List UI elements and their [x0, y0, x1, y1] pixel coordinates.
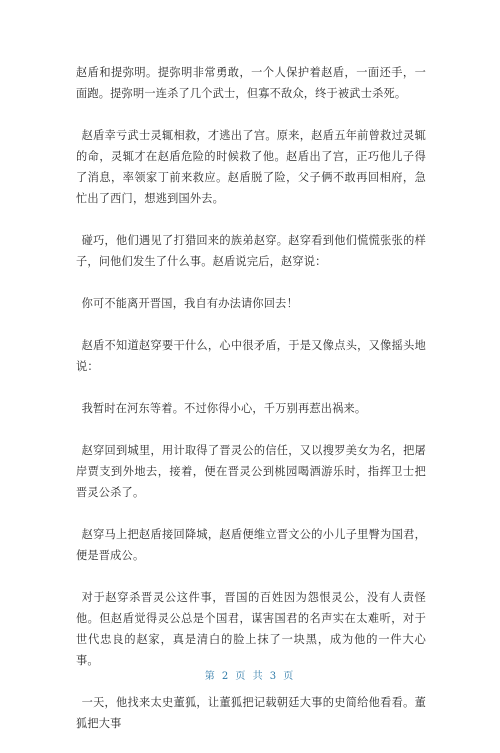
- paragraph-10: 一天，他找来太史董狐，让董狐把记载朝廷大事的史简给他看看。董狐把大事: [76, 696, 426, 730]
- paragraph-1: 赵盾和提弥明。提弥明非常勇敢，一个人保护着赵盾，一面还手，一面跑。提弥明一连杀了几个武士，但寡不敌众，终于被武士杀死。: [76, 66, 426, 100]
- paragraph-9: 对于赵穿杀晋灵公这件事，晋国的百姓因为怨恨灵公，没有人责怪他。但赵盾觉得灵公总是个国君，谋害国君的名声实在太难听，对于世代忠良的赵家，真是清白的脸上抹了一块黑，成为他的一件大心事。: [76, 591, 426, 667]
- paragraph-6: 我暂时在河东等着。不过你得小心，千万别再惹出祸来。: [81, 402, 367, 415]
- paragraph-2: 赵盾幸亏武士灵辄相救，才逃出了宫。原来，赵盾五年前曾救过灵辄的命，灵辄才在赵盾危险的时候救了他。赵盾出了宫，正巧他儿子得了消息，率领家丁前来救应。赵盾脱了险，父子俩不敢再回相府，急忙出了西门，想逃到国外去。: [76, 129, 426, 205]
- paragraph-5: 赵盾不知道赵穿要干什么，心中很矛盾，于是又像点头，又像摇头地说：: [76, 339, 426, 373]
- paragraph-8: 赵穿马上把赵盾接回降城，赵盾便维立晋文公的小儿子里臀为国君，便是晋成公。: [76, 528, 426, 562]
- paragraph-4: 你可不能离开晋国，我自有办法请你回去！: [81, 297, 298, 310]
- paragraph-7: 赵穿回到城里，用计取得了晋灵公的信任，又以搜罗美女为名，把屠岸贾支到外地去，接着，便在晋灵公到桃园喝酒游乐时，指挥卫士把晋灵公杀了。: [76, 444, 426, 499]
- page-number-footer: 第 2 页 共 3 页: [204, 671, 296, 682]
- paragraph-3: 碰巧，他们遇见了打猎回来的族弟赵穿。赵穿看到他们慌慌张张的样子，问他们发生了什么事。赵盾说完后，赵穿说：: [76, 234, 426, 268]
- document-body: [76, 62, 426, 753]
